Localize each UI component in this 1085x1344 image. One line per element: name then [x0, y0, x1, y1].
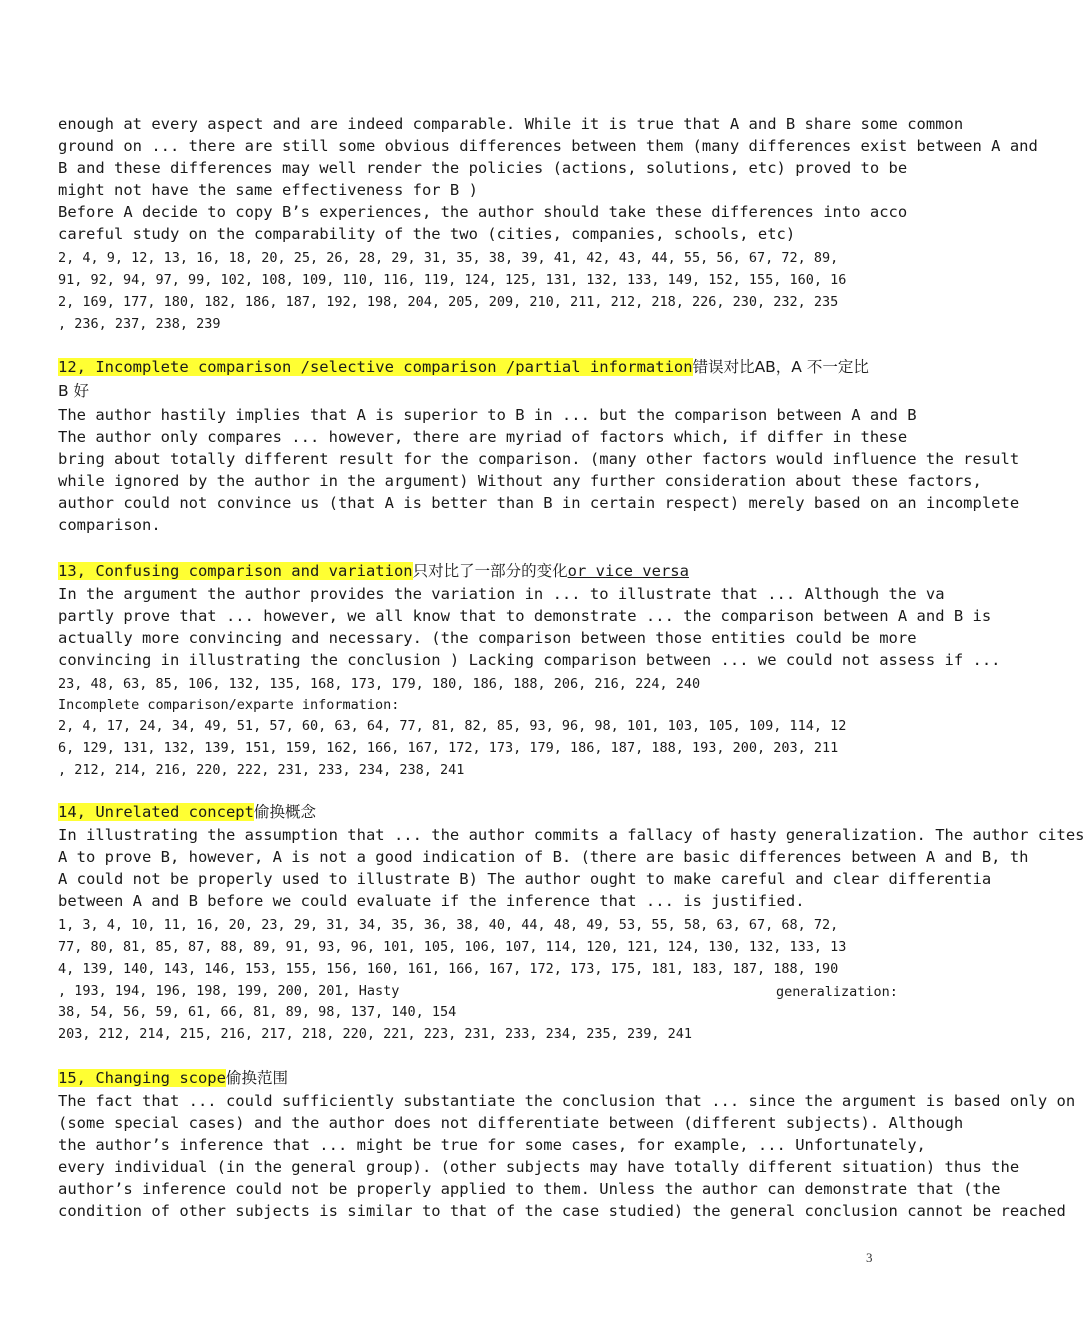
- number-list: 4, 139, 140, 143, 146, 153, 155, 156, 160, 161, 166, 167, 172, 173, 175, 181, 183, 187, 188, 190: [58, 961, 839, 977]
- body-line: ground on ... there are still some obvious differences between them (many differences exist between A and: [58, 137, 1038, 155]
- body-line: careful study on the comparability of the two (cities, companies, schools, etc): [58, 225, 796, 243]
- body-line: condition of other subjects is similar to that of the case studied) the general conclusion cannot be reached: [58, 1202, 1066, 1220]
- body-line: (some special cases) and the author does not differentiate between (different subjects). Although: [58, 1114, 964, 1132]
- body-line: In the argument the author provides the variation in ... to illustrate that ... Although the va: [58, 585, 945, 603]
- body-line: B and these differences may well render the policies (actions, solutions, etc) proved to be: [58, 159, 908, 177]
- generalization-label: generalization:: [776, 984, 898, 1000]
- heading-chinese: 偷换范围: [225, 1069, 288, 1087]
- heading-text: 14, Unrelated concept: [58, 803, 254, 821]
- sub-label: Incomplete comparison/exparte information:: [58, 697, 400, 713]
- number-list: 2, 169, 177, 180, 182, 186, 187, 192, 198, 204, 205, 209, 210, 211, 212, 218, 226, 230, 232, 235: [58, 294, 839, 310]
- body-line: every individual (in the general group). (other subjects may have totally different situation) thus the: [58, 1158, 1020, 1176]
- number-list: 77, 80, 81, 85, 87, 88, 89, 91, 93, 96, 101, 105, 106, 107, 114, 120, 121, 124, 130, 132, 133, 13: [58, 939, 847, 955]
- section-heading-12: [58, 357, 869, 377]
- body-line: enough at every aspect and are indeed comparable. While it is true that A and B share some common: [58, 115, 964, 133]
- body-line: partly prove that ... however, we all know that to demonstrate ... the comparison between A and B is: [58, 607, 992, 625]
- body-line: while ignored by the author in the argument) Without any further consideration about these factors,: [58, 472, 982, 490]
- body-line: convincing in illustrating the conclusion ) Lacking comparison between ... we could not assess if ...: [58, 651, 1001, 669]
- body-line: Before A decide to copy B’s experiences, the author should take these differences into acco: [58, 203, 908, 221]
- body-line: A could not be properly used to illustrate B) The author ought to make careful and clear differentia: [58, 870, 992, 888]
- number-list: 203, 212, 214, 215, 216, 217, 218, 220, 221, 223, 231, 233, 234, 235, 239, 241: [58, 1026, 692, 1042]
- number-list: 23, 48, 63, 85, 106, 132, 135, 168, 173, 179, 180, 186, 188, 206, 216, 224, 240: [58, 676, 701, 692]
- number-list: 1, 3, 4, 10, 11, 16, 20, 23, 29, 31, 34, 35, 36, 38, 40, 44, 48, 49, 53, 55, 58, 63, 67, 68, 72,: [58, 917, 839, 933]
- body-line: bring about totally different result for the comparison. (many other factors would influence the result: [58, 450, 1020, 468]
- body-line: actually more convincing and necessary. (the comparison between those entities could be more: [58, 629, 917, 647]
- body-line: between A and B before we could evaluate if the inference that ... is justified.: [58, 892, 805, 910]
- heading-chinese: 错误对比AB，A 不一定比: [692, 358, 869, 376]
- body-line: The author only compares ... however, there are myriad of factors which, if differ in these: [58, 428, 908, 446]
- body-line: In illustrating the assumption that ... the author commits a fallacy of hasty generalization. The author cites: [58, 826, 1085, 844]
- section-heading-13: [58, 561, 689, 581]
- number-list: 2, 4, 9, 12, 13, 16, 18, 20, 25, 26, 28, 29, 31, 35, 38, 39, 41, 42, 43, 44, 55, 56, 67, 72, 89,: [58, 250, 839, 266]
- body-line: the author’s inference that ... might be true for some cases, for example, ... Unfortunately,: [58, 1136, 926, 1154]
- section-heading-14: [58, 802, 316, 822]
- body-line: might not have the same effectiveness for B ): [58, 181, 478, 199]
- number-list: 91, 92, 94, 97, 99, 102, 108, 109, 110, 116, 119, 124, 125, 131, 132, 133, 149, 152, 155, 160, 16: [58, 272, 847, 288]
- body-line: The author hastily implies that A is superior to B in ... but the comparison between A and B: [58, 406, 917, 424]
- body-line: author could not convince us (that A is better than B in certain respect) merely based on an incomplete: [58, 494, 1020, 512]
- number-list: , 193, 194, 196, 198, 199, 200, 201, Hasty: [58, 983, 400, 999]
- heading-text: 12, Incomplete comparison /selective comparison /partial information: [58, 358, 693, 376]
- body-line: A to prove B, however, A is not a good indication of B. (there are basic differences between A and B, th: [58, 848, 1029, 866]
- number-list: 38, 54, 56, 59, 61, 66, 81, 89, 98, 137, 140, 154: [58, 1004, 457, 1020]
- heading-chinese: 只对比了一部分的变化: [412, 562, 568, 580]
- body-line: comparison.: [58, 516, 161, 534]
- number-list: 2, 4, 17, 24, 34, 49, 51, 57, 60, 63, 64, 77, 81, 82, 85, 93, 96, 98, 101, 103, 105, 109, 114, 12: [58, 718, 847, 734]
- heading-chinese: 偷换概念: [253, 803, 316, 821]
- body-line: author’s inference could not be properly applied to them. Unless the author can demonstrate that (the: [58, 1180, 1001, 1198]
- heading-text: 13, Confusing comparison and variation: [58, 562, 413, 580]
- body-line: The fact that ... could sufficiently substantiate the conclusion that ... since the argument is based only on: [58, 1092, 1076, 1110]
- heading-tail: or vice versa: [567, 562, 689, 580]
- number-list: , 212, 214, 216, 220, 222, 231, 233, 234, 238, 241: [58, 762, 465, 778]
- page-number: 3: [866, 1250, 873, 1265]
- number-list: , 236, 237, 238, 239: [58, 316, 221, 332]
- section-heading-15: [58, 1068, 288, 1088]
- number-list: 6, 129, 131, 132, 139, 151, 159, 162, 166, 167, 172, 173, 179, 186, 187, 188, 193, 200, 203, 211: [58, 740, 839, 756]
- heading-text: 15, Changing scope: [58, 1069, 226, 1087]
- heading-chinese-cont: B 好: [58, 382, 90, 400]
